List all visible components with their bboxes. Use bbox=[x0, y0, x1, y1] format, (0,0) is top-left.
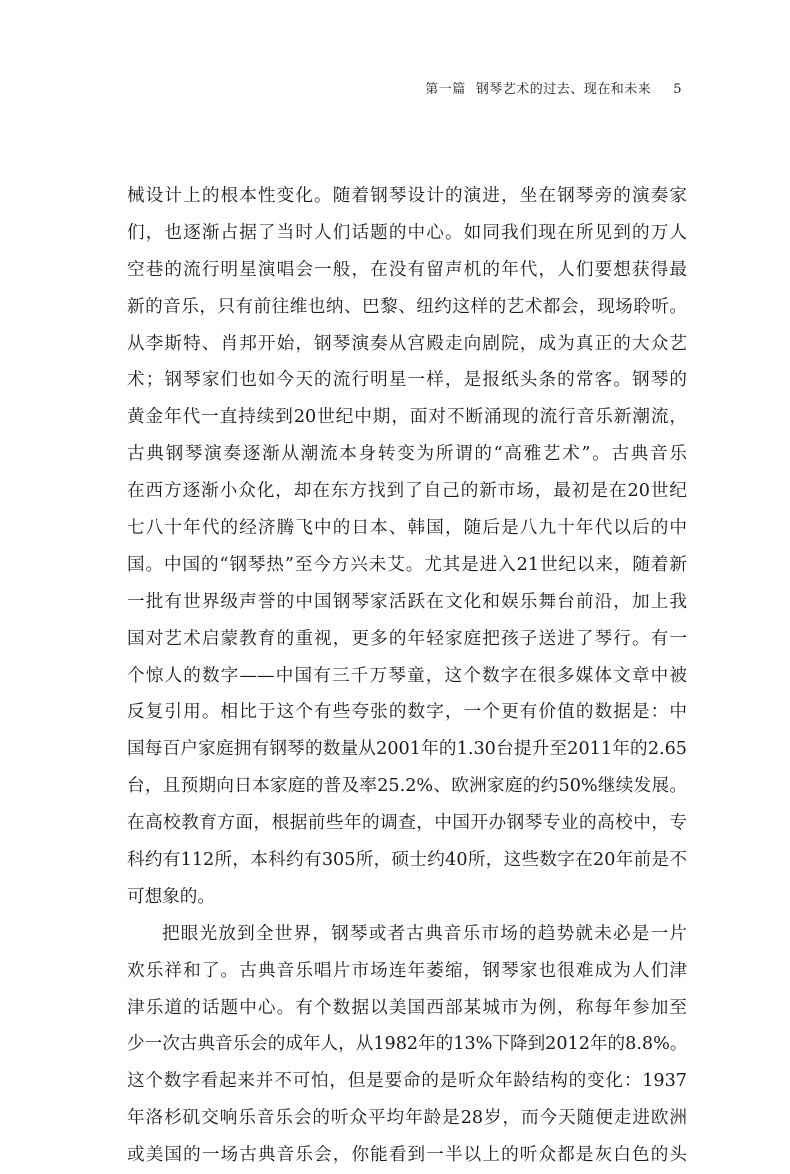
text-line: 反复引用。相比于这个有些夸张的数字，一个更有价值的数据是：中 bbox=[127, 702, 687, 723]
text-line: 七八十年代的经济腾飞中的日本、韩国，随后是八九十年代以后的中 bbox=[127, 518, 687, 539]
text-line: 国每百户家庭拥有钢琴的数量从2001年的1.30台提升至2011年的2.65 bbox=[127, 739, 687, 760]
text-line: 科约有112所，本科约有305所，硕士约40所，这些数字在20年前是不 bbox=[127, 850, 687, 871]
text-line: 这个数字看起来并不可怕，但是要命的是听众年龄结构的变化：1937 bbox=[127, 1071, 687, 1092]
header-chapter-title: 钢琴艺术的过去、现在和未来 bbox=[475, 82, 652, 97]
text-line: 个惊人的数字——中国有三千万琴童，这个数字在很多媒体文章中被 bbox=[127, 665, 687, 686]
text-line: 们，也逐渐占据了当时人们话题的中心。如同我们现在所见到的万人 bbox=[127, 222, 687, 243]
text-line: 在西方逐渐小众化，却在东方找到了自己的新市场，最初是在20世纪 bbox=[127, 481, 687, 502]
text-line: 或美国的一场古典音乐会，你能看到一半以上的听众都是灰白色的头 bbox=[127, 1145, 687, 1166]
text-line: 国。中国的“钢琴热”至今方兴未艾。尤其是进入21世纪以来，随着新 bbox=[127, 554, 687, 575]
text-line: 空巷的流行明星演唱会一般，在没有留声机的年代，人们要想获得最 bbox=[127, 259, 687, 280]
text-line: 把眼光放到全世界，钢琴或者古典音乐市场的趋势就未必是一片 bbox=[162, 923, 687, 944]
text-line: 国对艺术启蒙教育的重视，更多的年轻家庭把孩子送进了琴行。有一 bbox=[127, 628, 687, 649]
header-part-label: 第一篇 bbox=[425, 82, 466, 97]
text-line: 古典钢琴演奏逐渐从潮流本身转变为所谓的“高雅艺术”。古典音乐 bbox=[127, 444, 687, 465]
text-line: 在高校教育方面，根据前些年的调查，中国开办钢琴专业的高校中，专 bbox=[127, 813, 687, 834]
running-header bbox=[425, 78, 682, 97]
text-line: 津乐道的话题中心。有个数据以美国西部某城市为例，称每年参加至 bbox=[127, 997, 687, 1018]
text-line: 欢乐祥和了。古典音乐唱片市场连年萎缩，钢琴家也很难成为人们津 bbox=[127, 960, 687, 981]
text-line: 少一次古典音乐会的成年人，从1982年的13%下降到2012年的8.8%。 bbox=[127, 1034, 687, 1055]
text-line: 可想象的。 bbox=[127, 886, 215, 907]
text-line: 术；钢琴家们也如今天的流行明星一样，是报纸头条的常客。钢琴的 bbox=[127, 370, 687, 391]
text-line: 新的音乐，只有前往维也纳、巴黎、纽约这样的艺术都会，现场聆听。 bbox=[127, 296, 687, 317]
text-line: 黄金年代一直持续到20世纪中期，面对不断涌现的流行音乐新潮流， bbox=[127, 407, 687, 428]
page-number: 5 bbox=[673, 82, 682, 97]
text-line: 年洛杉矶交响乐音乐会的听众平均年龄是28岁，而今天随便走进欧洲 bbox=[127, 1108, 687, 1129]
text-line: 台，且预期向日本家庭的普及率25.2%、欧洲家庭的约50%继续发展。 bbox=[127, 776, 687, 797]
text-line: 一批有世界级声誉的中国钢琴家活跃在文化和娱乐舞台前沿，加上我 bbox=[127, 591, 687, 612]
body-text bbox=[127, 178, 687, 1174]
text-line: 从李斯特、肖邦开始，钢琴演奏从宫殿走向剧院，成为真正的大众艺 bbox=[127, 333, 687, 354]
text-line: 械设计上的根本性变化。随着钢琴设计的演进，坐在钢琴旁的演奏家 bbox=[127, 186, 687, 206]
